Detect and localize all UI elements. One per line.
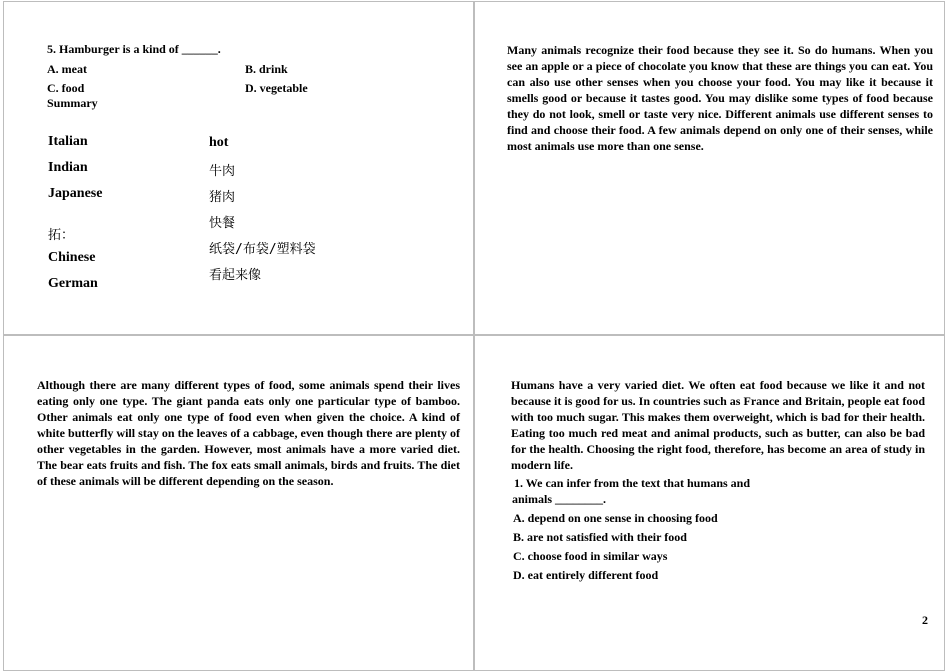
- panel-top-left: [3, 1, 474, 335]
- panel-bottom-left: [3, 335, 474, 671]
- summary-right-item: 快餐: [209, 216, 236, 231]
- passage-paragraph-2: Although there are many different types of food, some animals spend their lives eating only one type. The giant panda eats only one particular type of bamboo. Other animals eat only one type of food even when given the choice. A kind of white butterfly will stay on the leaves of a cabbage, even though there are plenty of other vegetables in the garden. However, most animals have a more varied diet. The bear eats fruits and fish. The fox eats small animals, birds and fruits. The diet of these animals will be different depending on the season.: [37, 378, 460, 488]
- summary-right-item: 纸袋/布袋/塑料袋: [209, 242, 316, 257]
- summary-left-item: Italian: [48, 134, 88, 149]
- summary-right-item: 猪肉: [209, 190, 236, 205]
- answer-option-c: C. choose food in similar ways: [513, 549, 668, 563]
- summary-right-item: 看起来像: [209, 268, 262, 283]
- option-b: B. drink: [245, 62, 288, 76]
- summary-left-item: German: [48, 276, 98, 291]
- page-number: 2: [922, 613, 928, 627]
- summary-right-item: 牛肉: [209, 164, 236, 179]
- summary-label: Summary: [47, 96, 98, 110]
- answer-option-b: B. are not satisfied with their food: [513, 530, 687, 544]
- answer-option-a: A. depend on one sense in choosing food: [513, 511, 718, 525]
- option-d: D. vegetable: [245, 81, 308, 95]
- question-1-line-2: animals ________.: [512, 492, 607, 506]
- summary-left-item: Chinese: [48, 250, 96, 265]
- passage-paragraph-3: Humans have a very varied diet. We often eat food because we like it and not because it is good for us. In countries such as France and Britain, people eat food with too much sugar. This makes them overweight, which is bad for their health. Eating too much red meat and animal products, such as butter, can also be bad for the health. Choosing the right food, therefore, has become an area of study in modern life.: [511, 378, 925, 472]
- summary-left-item: 拓：: [48, 228, 75, 243]
- question-1-line-1: 1. We can infer from the text that humans and: [514, 476, 751, 490]
- summary-right-item: hot: [209, 135, 229, 150]
- option-c: C. food: [47, 81, 85, 95]
- option-a: A. meat: [47, 62, 87, 76]
- panel-top-right: [474, 1, 945, 335]
- summary-left-item: Japanese: [48, 186, 103, 201]
- answer-option-d: D. eat entirely different food: [513, 568, 659, 582]
- summary-left-item: Indian: [48, 160, 88, 175]
- panel-bottom-right: [474, 335, 945, 671]
- question-5: 5. Hamburger is a kind of ______.: [47, 42, 221, 56]
- passage-paragraph-1: Many animals recognize their food because they see it. So do humans. When you see an apple or a piece of chocolate you know that these are things you can eat. You can also use other senses when you choose your food. You may like it because it smells good or because it tastes good. You may dislike some types of food because they do not look, smell or taste very nice. Different animals use different senses to find and choose their food. A few animals depend on only one of their senses, while most animals use more than one sense.: [507, 43, 933, 153]
